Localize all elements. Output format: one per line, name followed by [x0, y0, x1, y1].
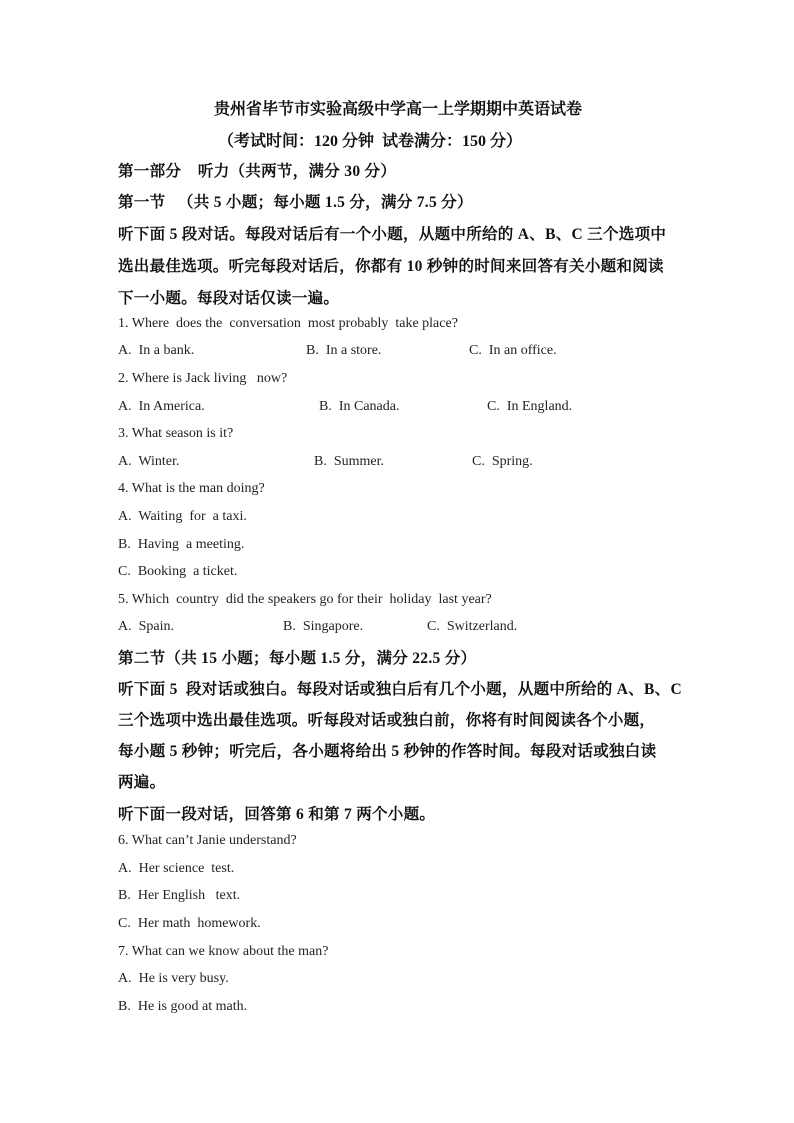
question-5-option-a: A. Spain. [118, 619, 174, 634]
exam-subtitle: （考试时间：120 分钟 试卷满分：150 分） [218, 133, 523, 150]
question-5-option-b: B. Singapore. [283, 619, 364, 634]
section1-instruction-line: 选出最佳选项。听完每段对话后，你都有 10 秒钟的时间来回答有关小题和阅读 [118, 258, 664, 275]
question-6-option-a: A. Her science test. [118, 861, 235, 876]
question-7-option-a: A. He is very busy. [118, 971, 229, 986]
question-5-option-c: C. Switzerland. [427, 619, 518, 634]
section2-heading: 第二节（共 15 小题；每小题 1.5 分，满分 22.5 分） [118, 650, 477, 667]
question-4-option-b: B. Having a meeting. [118, 537, 245, 552]
question-3-stem: 3. What season is it? [118, 426, 234, 441]
question-3-option-b: B. Summer. [314, 454, 385, 469]
question-1-option-a: A. In a bank. [118, 343, 195, 358]
question-1-stem: 1. Where does the conversation most probably take place? [118, 316, 458, 331]
question-1-option-c: C. In an office. [469, 343, 557, 358]
question-2-option-a: A. In America. [118, 399, 205, 414]
question-2-option-c: C. In England. [487, 399, 573, 414]
question-4-stem: 4. What is the man doing? [118, 481, 265, 496]
question-3-option-c: C. Spring. [472, 454, 533, 469]
question-4-option-c: C. Booking a ticket. [118, 564, 238, 579]
question-7-stem: 7. What can we know about the man? [118, 944, 329, 959]
exam-title: 贵州省毕节市实验高级中学高一上学期期中英语试卷 [214, 101, 583, 118]
section1-instruction-line: 听下面 5 段对话。每段对话后有一个小题，从题中所给的 A、B、C 三个选项中 [118, 226, 667, 243]
section2-instruction-line: 两遍。 [118, 774, 166, 791]
section2-instruction-line: 听下面 5 段对话或独白。每段对话或独白后有几个小题，从题中所给的 A、B、C [118, 681, 682, 698]
question-7-option-b: B. He is good at math. [118, 999, 248, 1014]
section2-instruction-line: 每小题 5 秒钟；听完后，各小题将给出 5 秒钟的作答时间。每段对话或独白读 [118, 743, 657, 760]
section1-instruction-line: 下一小题。每段对话仅读一遍。 [118, 290, 340, 307]
part1-heading: 第一部分 听力（共两节，满分 30 分） [118, 163, 397, 180]
question-4-option-a: A. Waiting for a taxi. [118, 509, 247, 524]
question-3-option-a: A. Winter. [118, 454, 180, 469]
question-6-option-c: C. Her math homework. [118, 916, 261, 931]
section2-instruction-line: 三个选项中选出最佳选项。听每段对话或独白前，你将有时间阅读各个小题， [118, 712, 656, 729]
question-1-option-b: B. In a store. [306, 343, 382, 358]
question-6-option-b: B. Her English text. [118, 888, 241, 903]
section1-heading: 第一节 （共 5 小题；每小题 1.5 分，满分 7.5 分） [118, 194, 473, 211]
question-2-stem: 2. Where is Jack living now? [118, 371, 288, 386]
dialogue-prompt: 听下面一段对话，回答第 6 和第 7 两个小题。 [118, 806, 436, 823]
question-6-stem: 6. What can’t Janie understand? [118, 833, 297, 848]
question-2-option-b: B. In Canada. [319, 399, 400, 414]
question-5-stem: 5. Which country did the speakers go for their holiday last year? [118, 592, 492, 607]
